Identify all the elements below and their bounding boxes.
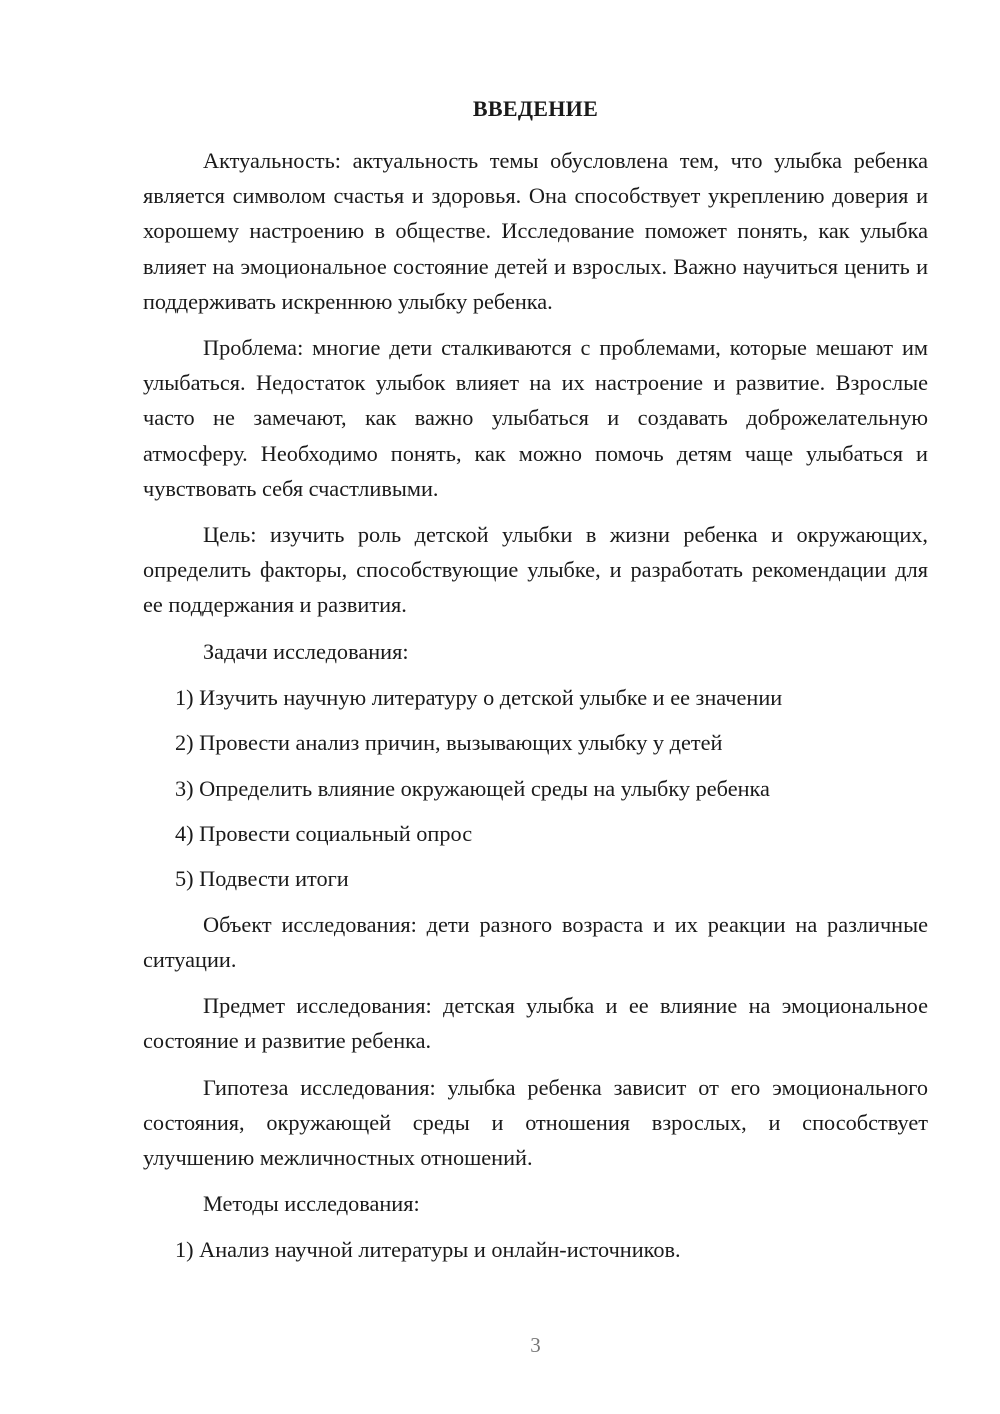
- list-item: 1) Анализ научной литературы и онлайн-источников.: [175, 1237, 681, 1263]
- subject-paragraph: Предмет исследования: детская улыбка и ее влияние на эмоциональное состояние и развитие ребенка.: [143, 993, 928, 1054]
- document-page: [143, 0, 928, 1414]
- hypothesis-paragraph: Гипотеза исследования: улыбка ребенка зависит от его эмоционального состояния, окружающей среды и отношения взрослых, и способствует улучшению межличностных отношений.: [143, 1074, 928, 1171]
- list-item: 2) Провести анализ причин, вызывающих улыбку у детей: [175, 730, 723, 756]
- methods-list: [143, 1232, 928, 1267]
- object-paragraph: Объект исследования: дети разного возраста и их реакции на различные ситуации.: [143, 911, 928, 972]
- list-item: 3) Определить влияние окружающей среды на улыбку ребенка: [175, 775, 770, 801]
- relevance-paragraph: Актуальность: актуальность темы обусловлена тем, что улыбка ребенка является символом счастья и здоровья. Она способствует укреплению доверия и хорошему настроению в обществе. Исследование поможет понять, как улыбка влияет на эмоциональное состояние детей и взрослых. Важно научиться ценить и поддерживать искреннюю улыбку ребенка.: [143, 148, 928, 314]
- problem-paragraph: Проблема: многие дети сталкиваются с проблемами, которые мешают им улыбаться. Недостаток улыбок влияет на их настроение и развитие. Взрослые часто не замечают, как важно улыбаться и создавать доброжелательную атмосферу. Необходимо понять, как можно помочь детям чаще улыбаться и чувствовать себя счастливыми.: [143, 335, 928, 501]
- list-item: 5) Подвести итоги: [175, 866, 349, 892]
- list-item: 1) Изучить научную литературу о детской улыбке и ее значении: [175, 684, 783, 710]
- page-title: ВВЕДЕНИЕ: [472, 96, 599, 121]
- goal-paragraph: Цель: изучить роль детской улыбки в жизни ребенка и окружающих, определить факторы, способствующие улыбке, и разработать рекомендации для ее поддержания и развития.: [143, 522, 928, 618]
- tasks-list: [143, 680, 928, 897]
- list-item: 4) Провести социальный опрос: [175, 821, 473, 847]
- methods-heading: Методы исследования:: [203, 1191, 420, 1217]
- page-number: 3: [530, 1333, 541, 1357]
- document-body: [143, 143, 928, 1278]
- tasks-heading: Задачи исследования:: [203, 638, 409, 664]
